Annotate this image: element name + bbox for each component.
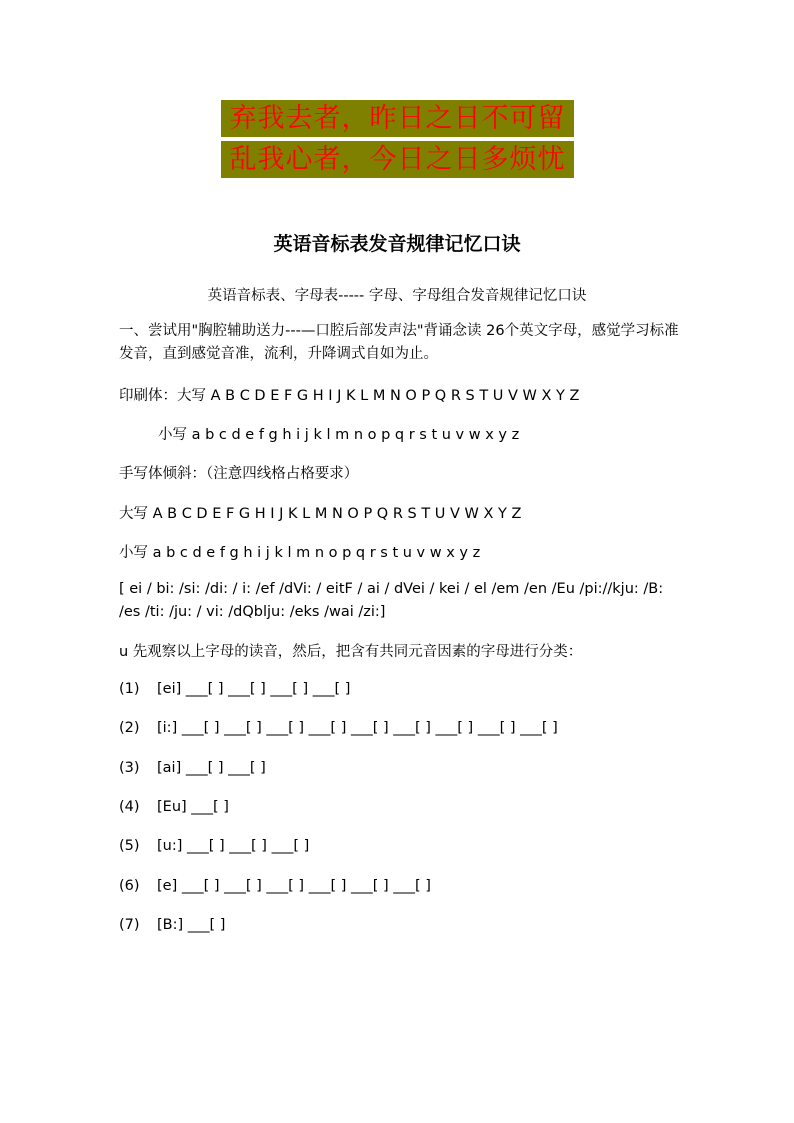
phonetic-transcriptions: [ ei / bi: /si: /di: / i: /ef /dVi: / eitF / ai / dVei / kei / el /em /en /Eu /pi://kju: /B: /es /ti: /ju: / vi: /dQblju: /eks /wai /zi:] (119, 581, 664, 620)
group-number: (3) (119, 760, 140, 776)
handwriting-uppercase: 大写 A B C D E F G H I J K L M N O P Q R S T U V W X Y Z (119, 506, 522, 522)
print-lowercase: 小写 a b c d e f g h i j k l m n o p q r s t u v w x y z (158, 427, 520, 443)
group-number: (1) (119, 681, 140, 697)
group-text: [ei] ___[ ] ___[ ] ___[ ] ___[ ] (157, 681, 351, 697)
group-row (119, 838, 309, 854)
group-text: [Eu] ___[ ] (157, 799, 229, 815)
banner-line-1: 弃我去者，昨日之日不可留 (221, 100, 574, 137)
print-uppercase: 印刷体：大写 A B C D E F G H I J K L M N O P Q R S T U V W X Y Z (119, 388, 580, 404)
handwriting-lowercase: 小写 a b c d e f g h i j k l m n o p q r s t u v w x y z (119, 545, 481, 561)
group-row (119, 917, 225, 933)
group-number: (5) (119, 838, 140, 854)
group-text: [u:] ___[ ] ___[ ] ___[ ] (157, 838, 310, 854)
intro-paragraph: 一、尝试用"胸腔辅助送力---—口腔后部发声法"背诵念读 26个英文字母，感觉学习标准发音，直到感觉音准，流利，升降调式自如为止。 (119, 323, 679, 362)
group-number: (2) (119, 720, 140, 736)
group-row (119, 681, 350, 697)
document-subtitle: 英语音标表、字母表----- 字母、字母组合发音规律记忆口诀 (207, 288, 587, 304)
handwriting-label: 手写体倾斜：（注意四线格占格要求） (119, 466, 359, 482)
group-text: [e] ___[ ] ___[ ] ___[ ] ___[ ] ___[ ] ___[ ] (157, 878, 431, 894)
group-text: [ai] ___[ ] ___[ ] (157, 760, 266, 776)
group-number: (6) (119, 878, 140, 894)
group-row (119, 760, 266, 776)
group-number: (7) (119, 917, 140, 933)
group-number: (4) (119, 799, 140, 815)
group-text: [B:] ___[ ] (157, 917, 226, 933)
document-title: 英语音标表发音规律记忆口诀 (273, 233, 521, 255)
banner-line-2: 乱我心者，今日之日多烦忧 (221, 141, 574, 178)
instruction-text: u 先观察以上字母的读音，然后，把含有共同元音因素的字母进行分类： (119, 644, 583, 660)
group-text: [i:] ___[ ] ___[ ] ___[ ] ___[ ] ___[ ] ___[ ] ___[ ] ___[ ] ___[ ] (157, 720, 558, 736)
group-row (119, 799, 229, 815)
group-row (119, 720, 558, 736)
group-row (119, 878, 431, 894)
